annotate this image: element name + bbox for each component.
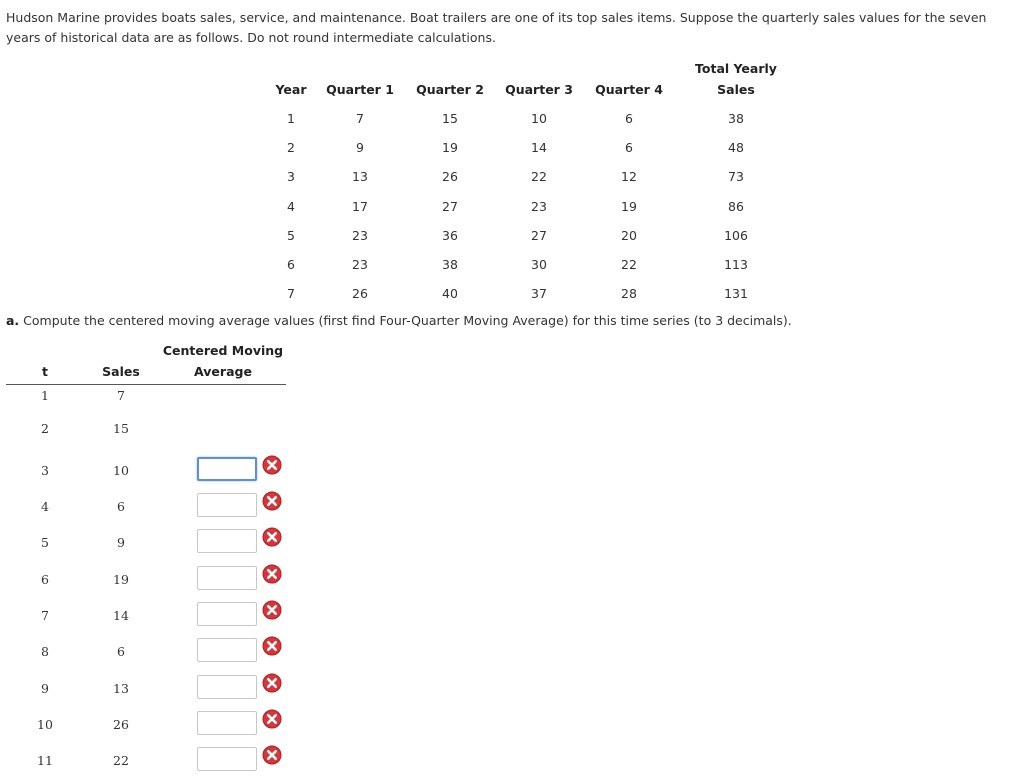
cell-q2: 27 [442, 198, 458, 214]
cell-q4: 22 [621, 257, 637, 272]
cma-input[interactable] [197, 493, 257, 517]
header-total-sales: Sales [717, 82, 755, 97]
cell-q3: 14 [531, 140, 547, 156]
header-sales: Sales [102, 364, 140, 379]
row-sales: 14 [113, 608, 129, 623]
cell-q2: 15 [442, 111, 458, 126]
problem-statement: Hudson Marine provides boats sales, service, and maintenance. Boat trailers are one of its top sales items. Suppose the quarterly sales values for the seven years of historical data are as follows. Do not round intermediate calculations. [6, 10, 987, 45]
cell-year: 1 [287, 111, 295, 126]
cell-year: 5 [287, 227, 295, 243]
row-sales: 6 [117, 644, 125, 659]
cell-total: 86 [728, 198, 744, 214]
incorrect-x-icon [262, 709, 282, 729]
cell-total: 131 [724, 286, 748, 302]
row-t: 4 [41, 499, 49, 514]
row-t: 1 [41, 388, 49, 403]
row-sales: 10 [113, 463, 129, 478]
cell-q3: 22 [531, 169, 547, 185]
cell-q3: 30 [531, 257, 547, 272]
cell-year: 4 [287, 198, 295, 214]
row-sales: 19 [113, 572, 129, 587]
cell-total: 38 [728, 111, 744, 126]
header-t: t [42, 364, 48, 379]
question-text: Compute the centered moving average values (first find Four-Quarter Moving Average) for this time series (to 3 decimals). [19, 313, 792, 328]
cell-year: 3 [287, 169, 295, 185]
row-sales: 15 [113, 421, 129, 436]
cma-input[interactable] [197, 711, 257, 735]
row-t: 7 [41, 608, 49, 623]
row-t: 8 [41, 644, 49, 659]
header-cma-line1: Centered Moving [162, 343, 284, 358]
cell-q4: 19 [621, 198, 637, 214]
header-total-yearly: Total Yearly [695, 61, 777, 76]
cell-q4: 6 [625, 140, 633, 156]
row-sales: 7 [117, 388, 125, 403]
cell-q4: 6 [625, 111, 633, 126]
question-label: a. [6, 313, 20, 328]
cma-input[interactable] [197, 747, 257, 771]
cma-input[interactable] [197, 602, 257, 626]
incorrect-x-icon [262, 455, 282, 475]
sales-data-table [0, 0, 1024, 310]
cell-q1: 26 [352, 286, 368, 302]
cell-q1: 23 [352, 227, 368, 243]
incorrect-x-icon [262, 564, 282, 584]
header-quarter-4: Quarter 4 [595, 82, 663, 97]
row-sales: 6 [117, 499, 125, 514]
cell-q1: 9 [356, 140, 364, 156]
row-t: 9 [41, 681, 49, 696]
row-t: 10 [37, 717, 53, 732]
cell-total: 73 [728, 169, 744, 185]
cma-input[interactable] [197, 529, 257, 553]
incorrect-x-icon [262, 600, 282, 620]
cell-q4: 28 [621, 286, 637, 302]
cell-q4: 12 [621, 169, 637, 185]
row-t: 11 [37, 753, 53, 768]
cell-q1: 13 [352, 169, 368, 185]
cell-year: 2 [287, 140, 295, 156]
cma-input[interactable] [197, 566, 257, 590]
row-sales: 26 [113, 717, 129, 732]
header-quarter-2: Quarter 2 [416, 82, 484, 97]
cell-q3: 37 [531, 286, 547, 302]
cell-q2: 38 [442, 257, 458, 272]
cell-q2: 26 [442, 169, 458, 185]
cell-year: 7 [287, 286, 295, 302]
cell-total: 113 [724, 257, 748, 272]
row-t: 3 [41, 463, 49, 478]
cma-input[interactable] [197, 638, 257, 662]
incorrect-x-icon [262, 527, 282, 547]
header-divider [6, 384, 286, 385]
row-t: 2 [41, 421, 49, 436]
incorrect-x-icon [262, 491, 282, 511]
cell-q4: 20 [621, 227, 637, 243]
cell-q2: 40 [442, 286, 458, 302]
cma-input[interactable] [197, 675, 257, 699]
cma-input[interactable] [197, 457, 257, 481]
header-cma-line2: Average [194, 364, 252, 379]
cell-total: 48 [728, 140, 744, 156]
row-t: 5 [41, 535, 49, 550]
header-year: Year [275, 82, 307, 97]
row-sales: 13 [113, 681, 129, 696]
cell-q2: 19 [442, 140, 458, 156]
cell-year: 6 [287, 257, 295, 272]
header-quarter-3: Quarter 3 [505, 82, 573, 97]
cell-total: 106 [724, 227, 748, 243]
cell-q3: 23 [531, 198, 547, 214]
cell-q1: 23 [352, 257, 368, 272]
incorrect-x-icon [262, 673, 282, 693]
cell-q3: 10 [531, 111, 547, 126]
row-t: 6 [41, 572, 49, 587]
row-sales: 9 [117, 535, 125, 550]
row-sales: 22 [113, 753, 129, 768]
incorrect-x-icon [262, 636, 282, 656]
incorrect-x-icon [262, 745, 282, 765]
header-quarter-1: Quarter 1 [326, 82, 394, 97]
cell-q1: 17 [352, 198, 368, 214]
cell-q1: 7 [356, 111, 364, 126]
cell-q3: 27 [531, 227, 547, 243]
cell-q2: 36 [442, 227, 458, 243]
question-a [6, 313, 792, 328]
